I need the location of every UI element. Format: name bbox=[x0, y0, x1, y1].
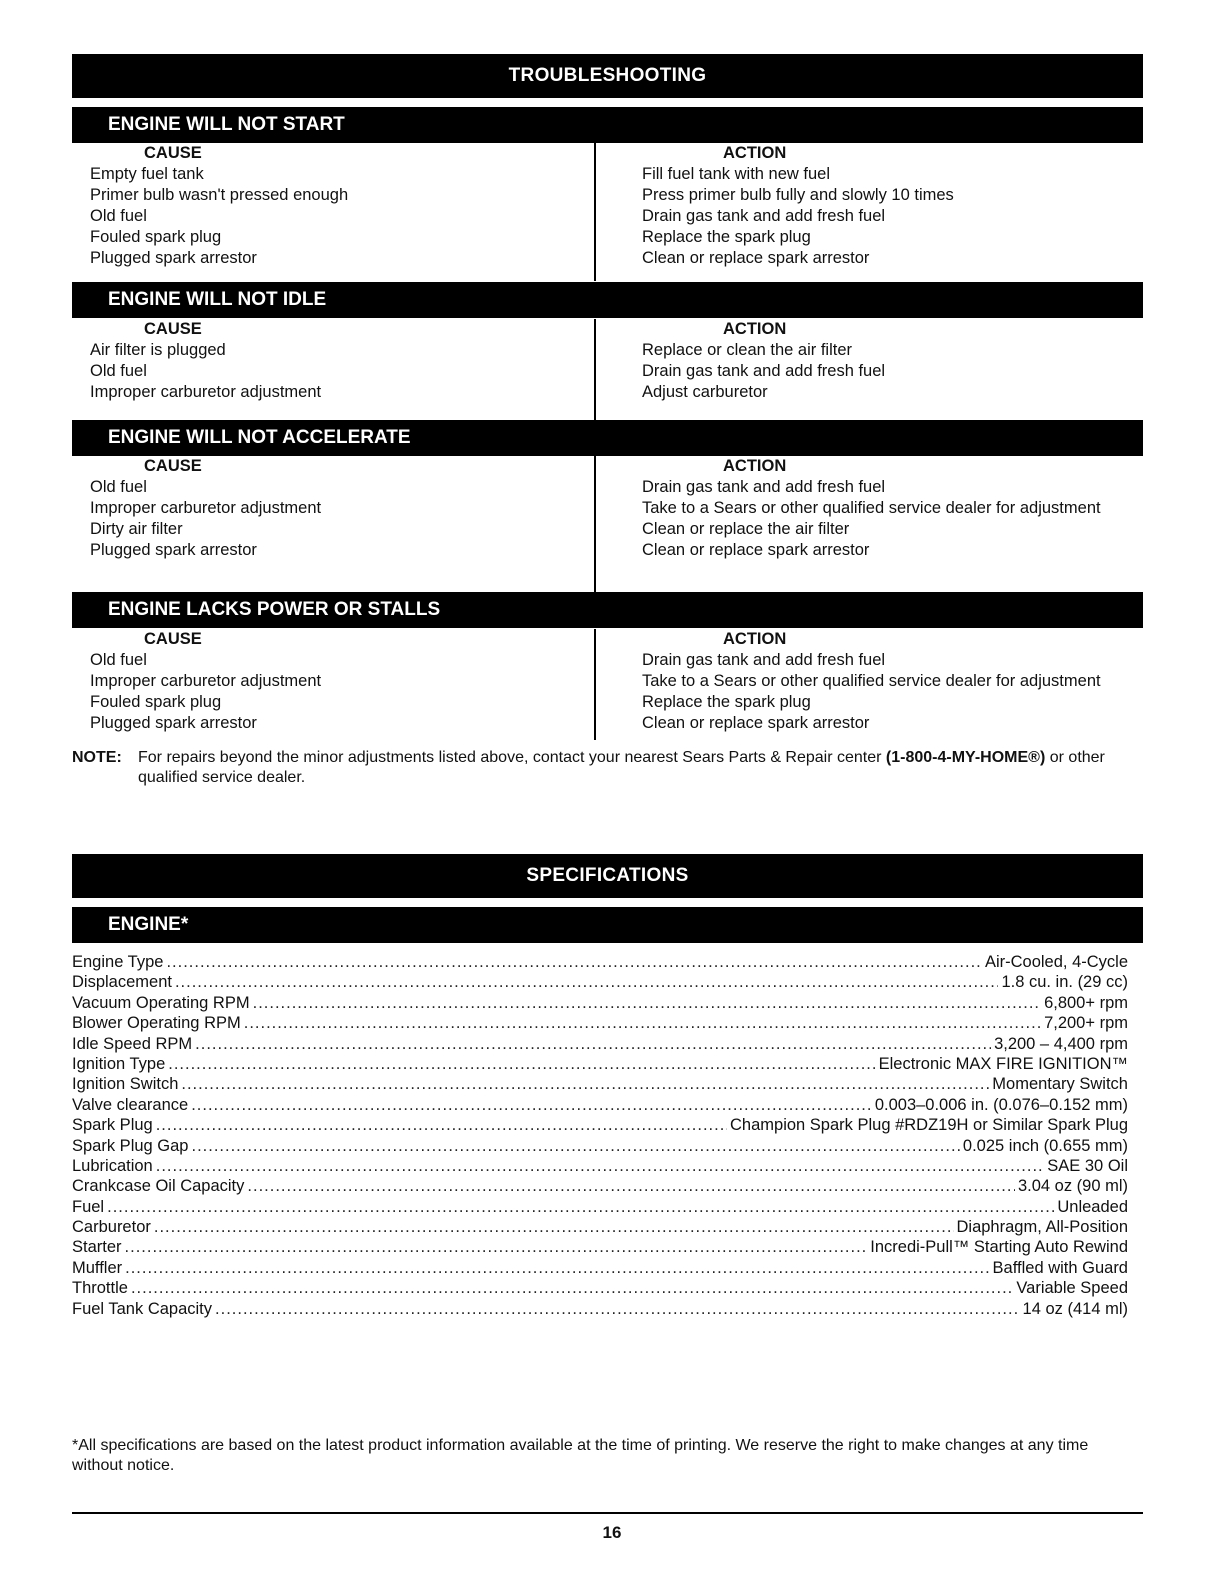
column-divider bbox=[594, 456, 596, 592]
spec-list bbox=[72, 953, 1128, 1320]
cause-item: Empty fuel tank bbox=[90, 165, 204, 183]
spec-label: Engine Type bbox=[72, 953, 164, 971]
action-header: ACTION bbox=[723, 630, 787, 648]
spec-value: Electronic MAX FIRE IGNITION™ bbox=[878, 1054, 1128, 1073]
action-header: ACTION bbox=[723, 320, 787, 338]
spec-value: 0.003–0.006 in. (0.076–0.152 mm) bbox=[874, 1095, 1128, 1114]
spec-value: 3,200 – 4,400 rpm bbox=[994, 1034, 1128, 1053]
spec-label: Crankcase Oil Capacity bbox=[72, 1177, 245, 1196]
spec-row bbox=[72, 1259, 1128, 1279]
spec-value: Unleaded bbox=[1057, 1197, 1128, 1216]
column-divider bbox=[594, 629, 596, 740]
cause-item: Dirty air filter bbox=[90, 520, 183, 538]
spec-row bbox=[72, 1075, 1128, 1095]
cause-item: Plugged spark arrestor bbox=[90, 541, 257, 559]
troubleshooting-title: TROUBLESHOOTING bbox=[72, 54, 1143, 98]
spec-value: 1.8 cu. in. (29 cc) bbox=[1001, 973, 1128, 992]
cause-header: CAUSE bbox=[144, 630, 202, 648]
action-item: Clean or replace the air filter bbox=[642, 520, 850, 538]
action-column bbox=[642, 143, 954, 269]
action-item: Drain gas tank and add fresh fuel bbox=[642, 207, 886, 225]
action-item: Clean or replace spark arrestor bbox=[642, 714, 870, 732]
spec-label: Fuel Tank Capacity bbox=[72, 1299, 213, 1318]
spec-row bbox=[72, 1116, 1128, 1136]
spec-leader bbox=[168, 1055, 875, 1074]
spec-leader bbox=[244, 1014, 1041, 1033]
cause-header: CAUSE bbox=[144, 144, 202, 162]
spec-label: Ignition Switch bbox=[72, 1075, 179, 1094]
section-title-not-start: ENGINE WILL NOT START bbox=[72, 107, 1143, 143]
action-item: Drain gas tank and add fresh fuel bbox=[642, 478, 886, 496]
spec-label: Carburetor bbox=[72, 1218, 151, 1237]
spec-label: Blower Operating RPM bbox=[72, 1014, 241, 1033]
spec-value: Diaphragm, All-Position bbox=[956, 1218, 1128, 1237]
spec-row bbox=[72, 1157, 1128, 1177]
spec-leader bbox=[191, 1096, 872, 1115]
spec-value: Incredi-Pull™ Starting Auto Rewind bbox=[870, 1238, 1128, 1257]
spec-row bbox=[72, 1238, 1128, 1258]
cause-item: Old fuel bbox=[90, 478, 147, 496]
action-column bbox=[642, 319, 885, 403]
spec-value: Momentary Switch bbox=[992, 1075, 1128, 1094]
spec-value: 14 oz (414 ml) bbox=[1022, 1299, 1128, 1318]
spec-leader bbox=[125, 1238, 868, 1257]
spec-row bbox=[72, 1137, 1128, 1157]
spec-leader bbox=[125, 1259, 989, 1278]
spec-row bbox=[72, 1096, 1128, 1116]
spec-leader bbox=[247, 1177, 1015, 1196]
action-item: Press primer bulb fully and slowly 10 times bbox=[642, 186, 954, 204]
cause-header: CAUSE bbox=[144, 320, 202, 338]
note-label: NOTE: bbox=[72, 749, 122, 766]
action-column bbox=[642, 629, 1101, 734]
spec-leader bbox=[191, 1137, 959, 1156]
cause-item: Plugged spark arrestor bbox=[90, 714, 257, 732]
spec-row bbox=[72, 953, 1128, 973]
spec-leader bbox=[107, 1198, 1054, 1217]
spec-label: Lubrication bbox=[72, 1156, 153, 1175]
spec-row bbox=[72, 1055, 1128, 1075]
spec-label: Valve clearance bbox=[72, 1095, 189, 1114]
action-item: Drain gas tank and add fresh fuel bbox=[642, 362, 886, 380]
section-title-not-accelerate: ENGINE WILL NOT ACCELERATE bbox=[72, 420, 1143, 456]
action-item: Replace the spark plug bbox=[642, 693, 811, 711]
spec-leader bbox=[253, 994, 1041, 1013]
cause-column bbox=[90, 629, 321, 734]
cause-item: Improper carburetor adjustment bbox=[90, 499, 322, 517]
spec-value: 6,800+ rpm bbox=[1044, 993, 1128, 1012]
spec-label: Starter bbox=[72, 1238, 122, 1257]
section-body-not-accelerate bbox=[72, 456, 1143, 592]
spec-row bbox=[72, 1177, 1128, 1197]
note-text-before: For repairs beyond the minor adjustments listed above, contact your nearest Sears Parts & Repair center bbox=[138, 749, 886, 766]
repair-note bbox=[72, 748, 1143, 788]
engine-section-title: ENGINE* bbox=[72, 907, 1143, 943]
spec-label: Idle Speed RPM bbox=[72, 1034, 193, 1053]
specifications-title: SPECIFICATIONS bbox=[72, 854, 1143, 898]
action-item: Take to a Sears or other qualified service dealer for adjustment bbox=[642, 499, 1101, 517]
column-divider bbox=[594, 143, 596, 281]
note-text-after: or other qualified service dealer. bbox=[138, 749, 1105, 786]
spec-value: 0.025 inch (0.655 mm) bbox=[962, 1136, 1128, 1155]
spec-leader bbox=[131, 1279, 1013, 1298]
spec-leader bbox=[195, 1035, 991, 1054]
spec-footnote: *All specifications are based on the latest product information available at the time of printing. We reserve the right to make changes at any time without notice. bbox=[72, 1437, 1089, 1474]
action-item: Drain gas tank and add fresh fuel bbox=[642, 651, 886, 669]
spec-label: Ignition Type bbox=[72, 1054, 166, 1073]
action-item: Replace the spark plug bbox=[642, 228, 811, 246]
section-body-lacks-power bbox=[72, 629, 1143, 740]
spec-leader bbox=[156, 1116, 727, 1135]
cause-item: Fouled spark plug bbox=[90, 228, 222, 246]
spec-row bbox=[72, 973, 1128, 993]
spec-value: Variable Speed bbox=[1016, 1279, 1128, 1298]
bottom-rule bbox=[72, 1512, 1143, 1514]
column-divider bbox=[594, 319, 596, 420]
spec-value: 3.04 oz (90 ml) bbox=[1017, 1177, 1128, 1196]
section-body-not-idle bbox=[72, 319, 1143, 420]
spec-label: Displacement bbox=[72, 973, 172, 992]
cause-header: CAUSE bbox=[144, 457, 202, 475]
spec-leader bbox=[166, 953, 982, 972]
action-item: Adjust carburetor bbox=[642, 383, 768, 401]
cause-item: Air filter is plugged bbox=[90, 341, 226, 359]
spec-label: Spark Plug Gap bbox=[72, 1136, 189, 1155]
spec-label: Muffler bbox=[72, 1258, 123, 1277]
section-title-not-idle: ENGINE WILL NOT IDLE bbox=[72, 282, 1143, 318]
spec-value: 7,200+ rpm bbox=[1044, 1014, 1128, 1033]
cause-column bbox=[90, 319, 321, 403]
action-item: Replace or clean the air filter bbox=[642, 341, 853, 359]
cause-item: Old fuel bbox=[90, 651, 147, 669]
cause-column bbox=[90, 456, 321, 561]
cause-item: Fouled spark plug bbox=[90, 693, 222, 711]
action-column bbox=[642, 456, 1101, 561]
spec-label: Spark Plug bbox=[72, 1116, 153, 1135]
spec-value: Air-Cooled, 4-Cycle bbox=[984, 953, 1128, 971]
page-number: 16 bbox=[602, 1523, 622, 1542]
cause-item: Plugged spark arrestor bbox=[90, 249, 257, 267]
spec-leader bbox=[156, 1157, 1045, 1176]
section-body-not-start bbox=[72, 143, 1143, 281]
section-title-lacks-power: ENGINE LACKS POWER OR STALLS bbox=[72, 592, 1143, 628]
spec-label: Throttle bbox=[72, 1279, 128, 1298]
note-text bbox=[138, 748, 1143, 788]
cause-item: Primer bulb wasn't pressed enough bbox=[90, 186, 349, 204]
cause-item: Old fuel bbox=[90, 362, 147, 380]
action-item: Take to a Sears or other qualified service dealer for adjustment bbox=[642, 672, 1101, 690]
note-phone: (1-800-4-MY-HOME®) bbox=[885, 749, 1046, 766]
spec-value: SAE 30 Oil bbox=[1047, 1156, 1128, 1175]
spec-leader bbox=[215, 1300, 1020, 1319]
spec-leader bbox=[154, 1218, 954, 1237]
cause-item: Old fuel bbox=[90, 207, 147, 225]
spec-row bbox=[72, 1300, 1128, 1320]
spec-row bbox=[72, 1279, 1128, 1299]
action-item: Clean or replace spark arrestor bbox=[642, 249, 870, 267]
spec-leader bbox=[181, 1075, 989, 1094]
spec-leader bbox=[175, 973, 998, 992]
spec-label: Vacuum Operating RPM bbox=[72, 993, 250, 1012]
action-header: ACTION bbox=[723, 457, 787, 475]
spec-row bbox=[72, 1014, 1128, 1034]
spec-row bbox=[72, 994, 1128, 1014]
spec-row bbox=[72, 1218, 1128, 1238]
spec-row bbox=[72, 1035, 1128, 1055]
spec-value: Baffled with Guard bbox=[992, 1258, 1128, 1277]
spec-label: Fuel bbox=[72, 1197, 105, 1216]
spec-value: Champion Spark Plug #RDZ19H or Similar Spark Plug bbox=[730, 1116, 1128, 1135]
cause-item: Improper carburetor adjustment bbox=[90, 383, 322, 401]
cause-column bbox=[90, 143, 348, 269]
spec-row bbox=[72, 1198, 1128, 1218]
action-header: ACTION bbox=[723, 144, 787, 162]
action-item: Fill fuel tank with new fuel bbox=[642, 165, 831, 183]
cause-item: Improper carburetor adjustment bbox=[90, 672, 322, 690]
action-item: Clean or replace spark arrestor bbox=[642, 541, 870, 559]
